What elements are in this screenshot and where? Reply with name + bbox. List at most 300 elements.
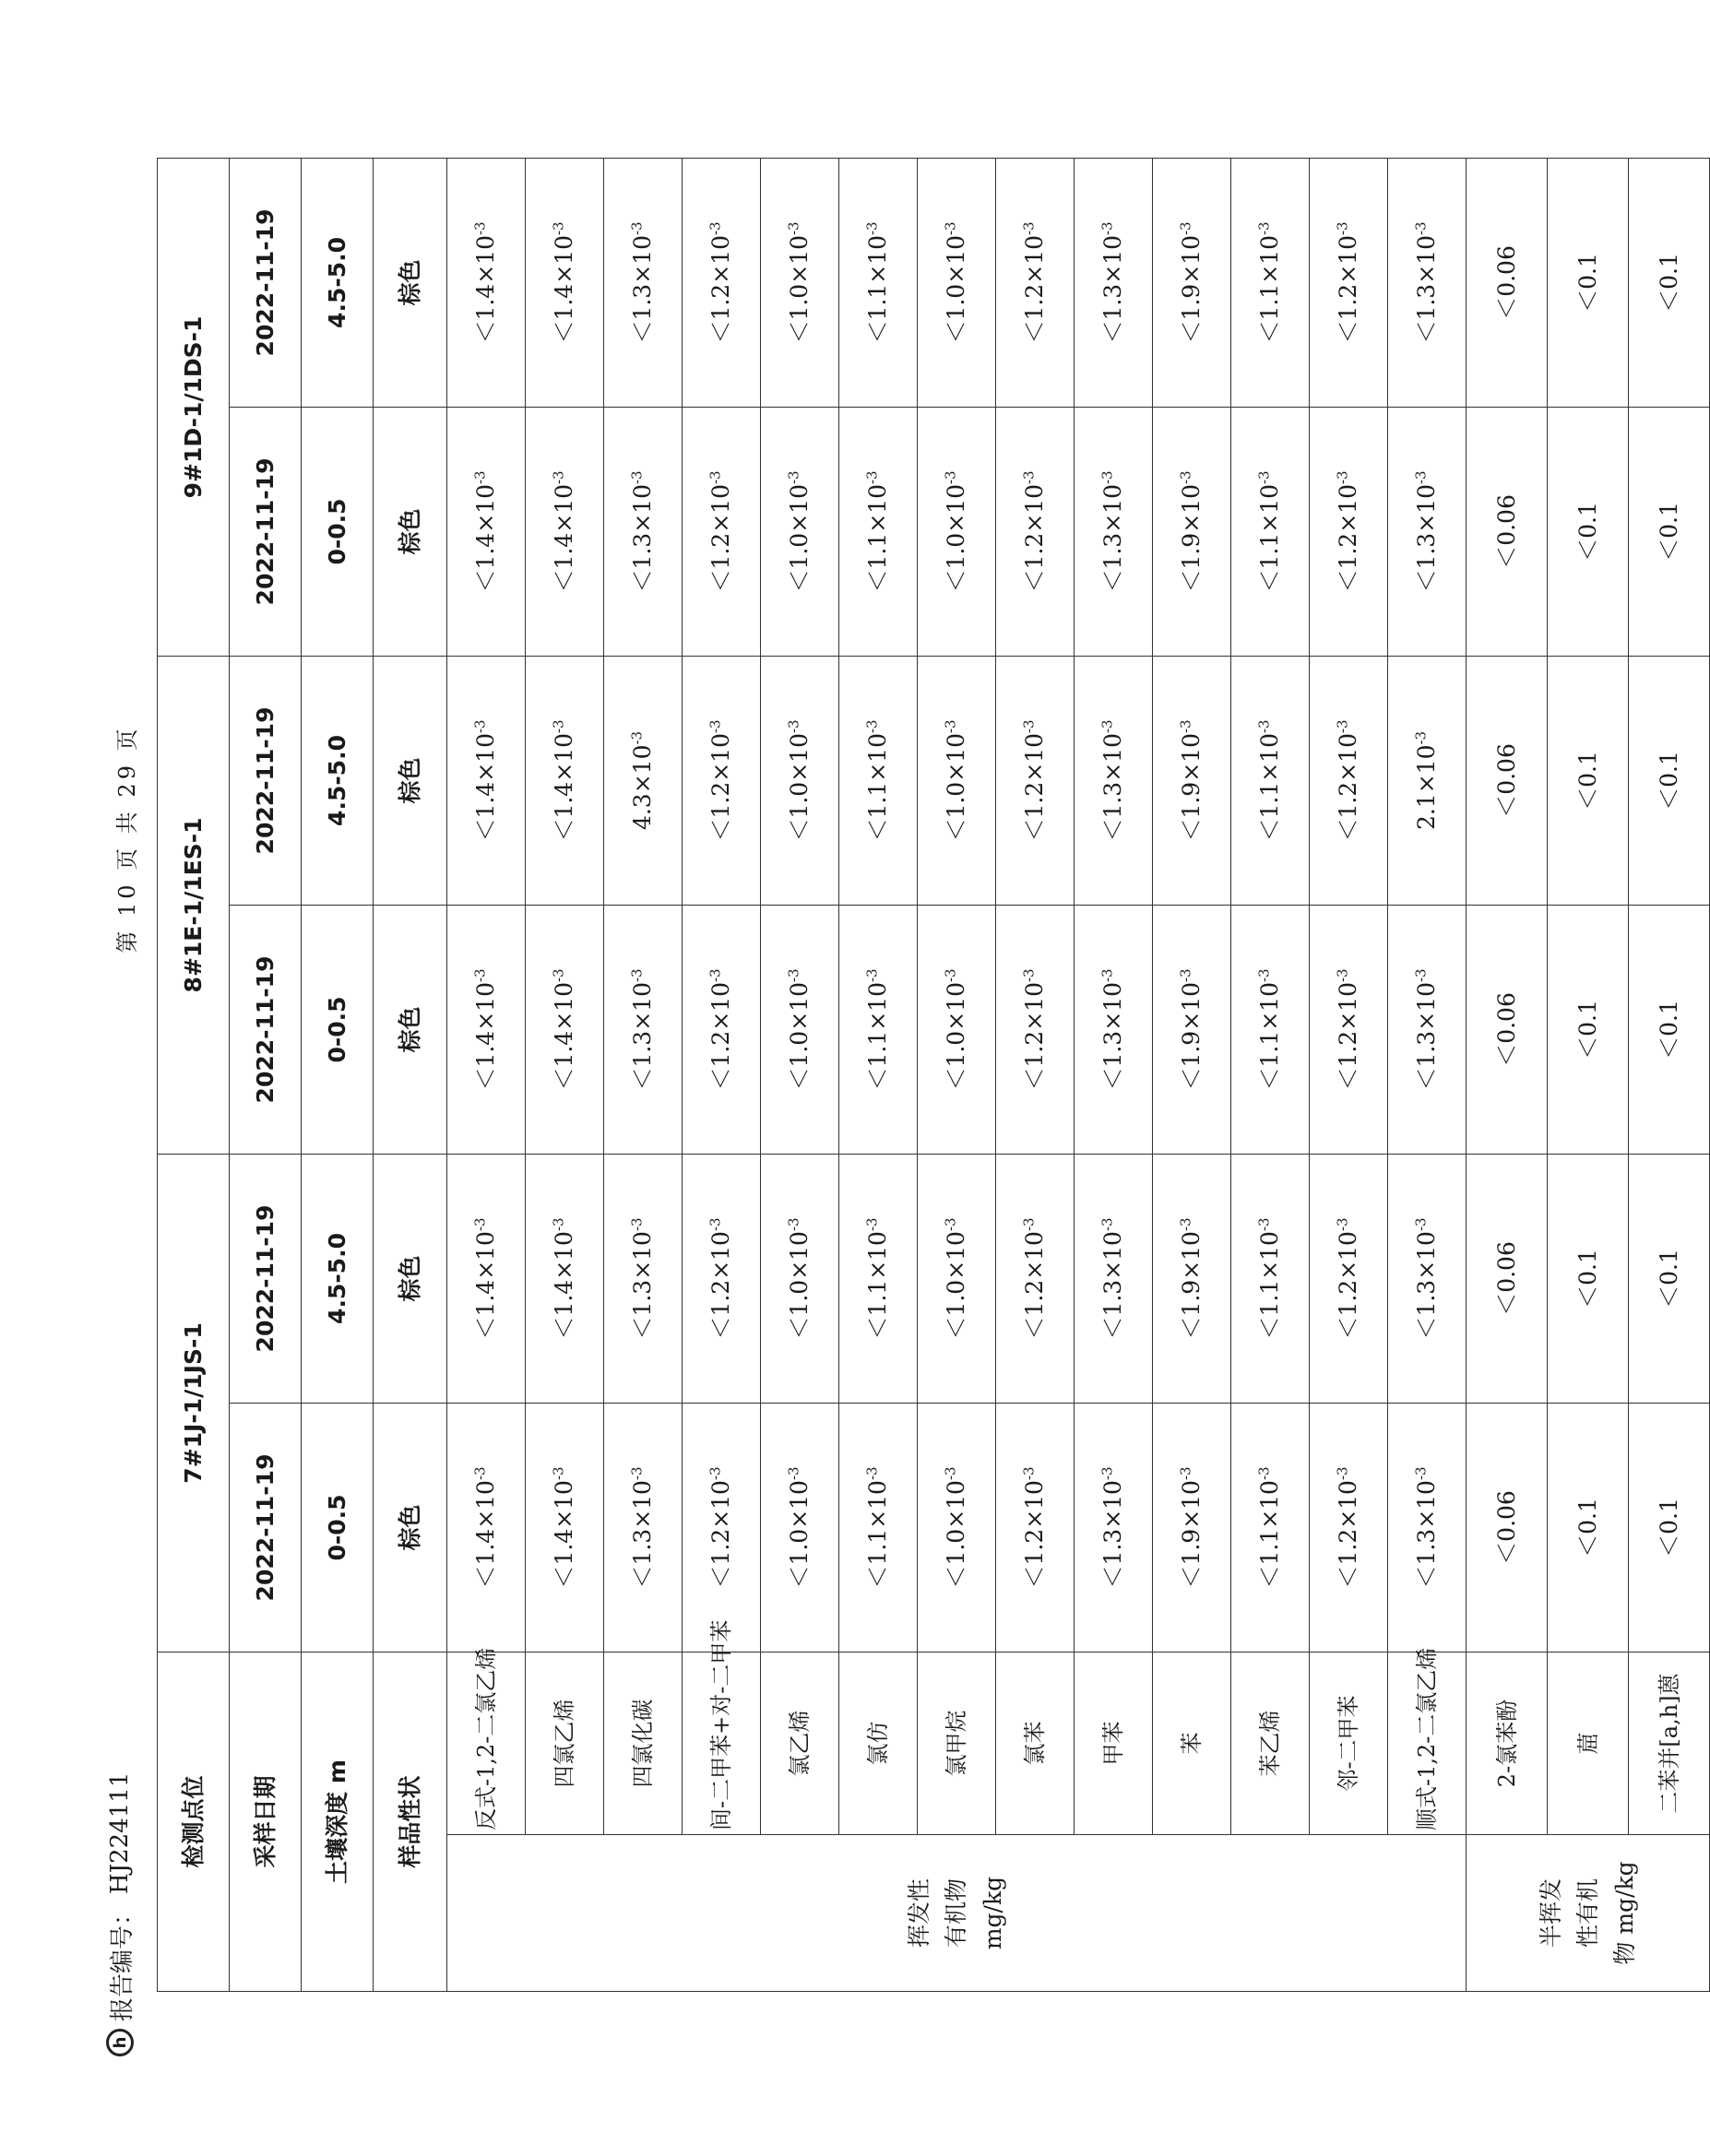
value-exponent: -3 bbox=[1099, 719, 1117, 734]
table-row bbox=[1467, 158, 1548, 1991]
value-exponent: -3 bbox=[629, 968, 647, 983]
value-cell bbox=[1231, 158, 1310, 407]
value-text: ＜1.9×10 bbox=[1178, 733, 1205, 842]
table-row bbox=[1388, 158, 1467, 1991]
value-text: ＜1.0×10 bbox=[943, 982, 970, 1091]
value-cell bbox=[1310, 905, 1388, 1154]
value-exponent: -3 bbox=[707, 470, 725, 485]
value-exponent: -3 bbox=[1021, 719, 1039, 734]
value-cell bbox=[1231, 1403, 1310, 1652]
value-cell bbox=[604, 407, 683, 656]
value-text: ＜1.3×10 bbox=[1099, 484, 1127, 593]
value-text: ＜1.0×10 bbox=[786, 235, 813, 344]
value-cell bbox=[918, 1154, 996, 1403]
nature-cell: 棕色 bbox=[374, 158, 447, 407]
value-exponent: -3 bbox=[864, 470, 882, 485]
depth-label: 土壤深度 m bbox=[302, 1652, 374, 1991]
value-text: ＜0.1 bbox=[1573, 502, 1601, 562]
value-cell bbox=[918, 656, 996, 905]
value-text: ＜1.0×10 bbox=[786, 982, 813, 1091]
date-cell: 2022-11-19 bbox=[230, 407, 302, 656]
value-cell bbox=[1467, 1403, 1548, 1652]
value-text: ＜1.1×10 bbox=[1256, 1480, 1284, 1589]
value-text: ＜1.0×10 bbox=[943, 235, 970, 344]
value-exponent: -3 bbox=[1413, 1217, 1431, 1232]
value-cell bbox=[1075, 158, 1153, 407]
value-exponent: -3 bbox=[786, 968, 803, 983]
value-exponent: -3 bbox=[551, 1217, 568, 1232]
table-row bbox=[1231, 158, 1310, 1991]
value-cell bbox=[1310, 158, 1388, 407]
pollutant-name: 顺式-1,2-二氯乙烯 bbox=[1388, 1652, 1467, 1834]
value-cell bbox=[1075, 656, 1153, 905]
value-exponent: -3 bbox=[943, 1217, 960, 1232]
value-text: ＜1.2×10 bbox=[1021, 982, 1049, 1091]
value-text: ＜1.4×10 bbox=[551, 484, 578, 593]
value-cell bbox=[996, 656, 1075, 905]
value-text: ＜0.1 bbox=[1655, 1249, 1682, 1309]
value-text: ＜0.1 bbox=[1573, 1498, 1601, 1558]
value-text: ＜1.2×10 bbox=[1335, 235, 1362, 344]
results-table-body bbox=[158, 158, 1710, 1991]
value-exponent: -3 bbox=[472, 221, 490, 236]
value-cell bbox=[1629, 407, 1710, 656]
value-exponent: -3 bbox=[1335, 1466, 1352, 1481]
point-header: 7#1J-1/1JS-1 bbox=[158, 1154, 230, 1652]
value-cell bbox=[996, 1154, 1075, 1403]
company-logo-icon: h bbox=[106, 2029, 134, 2056]
table-row bbox=[1153, 158, 1231, 1991]
value-cell bbox=[761, 1154, 839, 1403]
value-exponent: -3 bbox=[786, 1466, 803, 1481]
value-exponent: -3 bbox=[864, 1466, 882, 1481]
value-cell bbox=[1153, 1403, 1231, 1652]
value-cell bbox=[1075, 905, 1153, 1154]
value-exponent: -3 bbox=[551, 968, 568, 983]
value-text: ＜0.1 bbox=[1655, 1498, 1682, 1558]
value-text: ＜1.2×10 bbox=[1021, 1231, 1049, 1340]
point-header: 8#1E-1/1ES-1 bbox=[158, 656, 230, 1154]
value-exponent: -3 bbox=[943, 968, 960, 983]
pollutant-name: 邻-二甲苯 bbox=[1310, 1652, 1388, 1834]
value-exponent: -3 bbox=[943, 1466, 960, 1481]
value-cell bbox=[1629, 656, 1710, 905]
value-text: ＜1.3×10 bbox=[1099, 1480, 1127, 1589]
date-cell: 2022-11-19 bbox=[230, 656, 302, 905]
value-exponent: -3 bbox=[629, 470, 647, 485]
depth-cell: 4.5-5.0 bbox=[302, 1154, 374, 1403]
value-exponent: -3 bbox=[551, 221, 568, 236]
value-text: ＜1.2×10 bbox=[1335, 733, 1362, 842]
value-cell bbox=[918, 158, 996, 407]
value-exponent: -3 bbox=[786, 221, 803, 236]
value-exponent: -3 bbox=[1178, 1466, 1195, 1481]
value-cell bbox=[918, 407, 996, 656]
value-cell bbox=[1388, 905, 1467, 1154]
value-exponent: -3 bbox=[551, 719, 568, 734]
value-cell bbox=[447, 1154, 526, 1403]
value-exponent: -3 bbox=[1021, 470, 1039, 485]
value-text: ＜0.06 bbox=[1492, 1490, 1520, 1565]
value-cell bbox=[1548, 905, 1629, 1154]
value-text: ＜1.2×10 bbox=[707, 484, 735, 593]
value-text: ＜1.0×10 bbox=[786, 1231, 813, 1340]
svoc-category-label bbox=[1467, 1835, 1710, 1992]
value-exponent: -3 bbox=[786, 719, 803, 734]
value-exponent: -3 bbox=[1021, 1466, 1039, 1481]
pollutant-name: 䓛 bbox=[1548, 1652, 1629, 1834]
pollutant-name: 苯 bbox=[1153, 1652, 1231, 1834]
value-cell bbox=[526, 905, 604, 1154]
date-cell: 2022-11-19 bbox=[230, 905, 302, 1154]
value-cell bbox=[1310, 656, 1388, 905]
value-text: ＜1.9×10 bbox=[1178, 484, 1205, 593]
value-cell bbox=[604, 1403, 683, 1652]
depth-cell: 4.5-5.0 bbox=[302, 158, 374, 407]
value-cell bbox=[839, 158, 918, 407]
pollutant-name: 间-二甲苯+对-二甲苯 bbox=[683, 1652, 761, 1834]
nature-cell: 棕色 bbox=[374, 905, 447, 1154]
table-row bbox=[1548, 158, 1629, 1991]
report-number: HJ224111 bbox=[106, 1771, 134, 1894]
value-text: ＜1.4×10 bbox=[472, 982, 500, 1091]
value-exponent: -3 bbox=[864, 719, 882, 734]
value-cell bbox=[761, 656, 839, 905]
nature-cell: 棕色 bbox=[374, 1154, 447, 1403]
value-text: ＜1.4×10 bbox=[472, 1480, 500, 1589]
pollutant-name: 氯甲烷 bbox=[918, 1652, 996, 1834]
value-cell bbox=[447, 407, 526, 656]
value-text: ＜1.2×10 bbox=[1335, 1480, 1362, 1589]
value-cell bbox=[1231, 1154, 1310, 1403]
value-cell bbox=[1153, 158, 1231, 407]
value-text: ＜1.3×10 bbox=[629, 235, 657, 344]
table-row bbox=[447, 158, 526, 1991]
value-cell bbox=[1548, 158, 1629, 407]
value-exponent: -3 bbox=[707, 1217, 725, 1232]
value-exponent: -3 bbox=[864, 968, 882, 983]
depth-cell: 0-0.5 bbox=[302, 407, 374, 656]
value-exponent: -3 bbox=[1178, 968, 1195, 983]
value-text: ＜1.3×10 bbox=[629, 1480, 657, 1589]
value-text: ＜1.2×10 bbox=[1021, 1480, 1049, 1589]
results-table bbox=[157, 158, 1710, 1992]
pollutant-name: 氯乙烯 bbox=[761, 1652, 839, 1834]
value-exponent: -3 bbox=[1335, 470, 1352, 485]
value-cell bbox=[1231, 407, 1310, 656]
value-exponent: -3 bbox=[472, 470, 490, 485]
value-cell bbox=[1310, 407, 1388, 656]
value-cell bbox=[447, 158, 526, 407]
value-cell bbox=[1548, 1403, 1629, 1652]
value-text: ＜1.2×10 bbox=[1335, 1231, 1362, 1340]
value-text: ＜0.06 bbox=[1492, 743, 1520, 818]
value-exponent: -3 bbox=[864, 221, 882, 236]
value-cell bbox=[1153, 407, 1231, 656]
table-row bbox=[1310, 158, 1388, 1991]
value-text: ＜1.2×10 bbox=[1021, 235, 1049, 344]
table-row bbox=[1629, 158, 1710, 1991]
value-cell bbox=[1548, 407, 1629, 656]
value-cell bbox=[1467, 158, 1548, 407]
category-line: 有机物 bbox=[943, 1878, 969, 1949]
value-text: ＜1.4×10 bbox=[472, 733, 500, 842]
value-cell bbox=[447, 656, 526, 905]
value-cell bbox=[918, 905, 996, 1154]
pollutant-name: 四氯乙烯 bbox=[526, 1652, 604, 1834]
value-text: ＜1.0×10 bbox=[943, 1480, 970, 1589]
value-text: ＜1.4×10 bbox=[551, 1231, 578, 1340]
value-exponent: -3 bbox=[1021, 1217, 1039, 1232]
value-exponent: -3 bbox=[1256, 221, 1274, 236]
table-row bbox=[1075, 158, 1153, 1991]
value-exponent: -3 bbox=[1256, 470, 1274, 485]
value-text: ＜0.1 bbox=[1655, 253, 1682, 313]
page-number: 第 10 页 共 29 页 bbox=[114, 725, 140, 954]
value-exponent: -3 bbox=[629, 221, 647, 236]
value-text: ＜0.1 bbox=[1573, 1000, 1601, 1060]
value-text: ＜1.3×10 bbox=[1413, 484, 1441, 593]
value-text: ＜1.1×10 bbox=[864, 484, 892, 593]
value-exponent: -3 bbox=[786, 1217, 803, 1232]
category-line: mg/kg bbox=[980, 1876, 1006, 1950]
value-text: ＜0.06 bbox=[1492, 992, 1520, 1067]
value-text: ＜1.0×10 bbox=[943, 733, 970, 842]
value-text: ＜0.06 bbox=[1492, 1241, 1520, 1316]
value-exponent: -3 bbox=[707, 719, 725, 734]
value-cell bbox=[1388, 407, 1467, 656]
value-exponent: -3 bbox=[1413, 221, 1431, 236]
value-text: 2.1×10 bbox=[1413, 744, 1441, 831]
table-row bbox=[918, 158, 996, 1991]
header-row-depth bbox=[302, 158, 374, 1991]
value-exponent: -3 bbox=[551, 470, 568, 485]
value-text: ＜1.9×10 bbox=[1178, 235, 1205, 344]
value-cell bbox=[1075, 1403, 1153, 1652]
value-exponent: -3 bbox=[1256, 1217, 1274, 1232]
value-text: ＜1.2×10 bbox=[707, 1231, 735, 1340]
value-cell bbox=[683, 905, 761, 1154]
value-cell bbox=[1388, 158, 1467, 407]
value-text: ＜1.1×10 bbox=[864, 235, 892, 344]
value-text: ＜1.0×10 bbox=[786, 484, 813, 593]
value-text: ＜0.1 bbox=[1655, 1000, 1682, 1060]
value-text: ＜1.1×10 bbox=[864, 982, 892, 1091]
value-cell bbox=[1629, 1154, 1710, 1403]
value-exponent: -3 bbox=[1413, 730, 1431, 745]
value-cell bbox=[1388, 1154, 1467, 1403]
value-text: ＜1.2×10 bbox=[707, 1480, 735, 1589]
value-exponent: -3 bbox=[943, 719, 960, 734]
value-exponent: -3 bbox=[629, 1217, 647, 1232]
category-line: 挥发性 bbox=[906, 1878, 932, 1949]
value-text: ＜1.3×10 bbox=[1413, 982, 1441, 1091]
value-exponent: -3 bbox=[1178, 719, 1195, 734]
value-exponent: -3 bbox=[1021, 968, 1039, 983]
value-cell bbox=[1231, 905, 1310, 1154]
value-text: ＜1.9×10 bbox=[1178, 1231, 1205, 1340]
value-text: ＜1.3×10 bbox=[1413, 1480, 1441, 1589]
value-cell bbox=[604, 1154, 683, 1403]
value-cell bbox=[761, 905, 839, 1154]
value-text: ＜1.1×10 bbox=[1256, 733, 1284, 842]
value-cell bbox=[761, 407, 839, 656]
report-number-label: 报告编号： bbox=[108, 1901, 137, 2021]
value-text: ＜1.9×10 bbox=[1178, 1480, 1205, 1589]
value-text: ＜1.3×10 bbox=[1099, 733, 1127, 842]
value-cell bbox=[683, 656, 761, 905]
table-row bbox=[761, 158, 839, 1991]
value-text: ＜1.2×10 bbox=[1335, 982, 1362, 1091]
value-cell bbox=[604, 905, 683, 1154]
value-cell bbox=[761, 1403, 839, 1652]
nature-cell: 棕色 bbox=[374, 656, 447, 905]
value-cell bbox=[1629, 905, 1710, 1154]
value-cell bbox=[1467, 1154, 1548, 1403]
value-cell bbox=[1629, 158, 1710, 407]
value-cell bbox=[1467, 656, 1548, 905]
category-line: 性有机 bbox=[1573, 1878, 1601, 1949]
value-text: ＜1.1×10 bbox=[1256, 982, 1284, 1091]
value-cell bbox=[839, 656, 918, 905]
report-header bbox=[92, 1688, 148, 2056]
value-text: ＜1.9×10 bbox=[1178, 982, 1205, 1091]
value-cell bbox=[1467, 905, 1548, 1154]
value-exponent: -3 bbox=[1099, 221, 1117, 236]
pollutant-name: 四氯化碳 bbox=[604, 1652, 683, 1834]
value-text: 4.3×10 bbox=[629, 744, 657, 831]
value-cell bbox=[604, 158, 683, 407]
value-cell bbox=[526, 158, 604, 407]
value-text: ＜1.2×10 bbox=[1335, 484, 1362, 593]
value-text: ＜0.1 bbox=[1573, 253, 1601, 313]
value-cell bbox=[1075, 407, 1153, 656]
value-exponent: -3 bbox=[1413, 1466, 1431, 1481]
value-text: ＜1.0×10 bbox=[943, 484, 970, 593]
value-exponent: -3 bbox=[1335, 221, 1352, 236]
value-cell bbox=[526, 1403, 604, 1652]
value-cell bbox=[1629, 1403, 1710, 1652]
value-text: ＜1.4×10 bbox=[551, 235, 578, 344]
value-exponent: -3 bbox=[943, 470, 960, 485]
value-text: ＜1.2×10 bbox=[707, 733, 735, 842]
value-text: ＜1.2×10 bbox=[1021, 484, 1049, 593]
value-cell bbox=[1075, 1154, 1153, 1403]
value-cell bbox=[447, 1403, 526, 1652]
value-cell bbox=[526, 656, 604, 905]
value-exponent: -3 bbox=[1413, 470, 1431, 485]
value-cell bbox=[1467, 407, 1548, 656]
nature-cell: 棕色 bbox=[374, 1403, 447, 1652]
value-exponent: -3 bbox=[1256, 719, 1274, 734]
value-exponent: -3 bbox=[1178, 221, 1195, 236]
value-text: ＜0.06 bbox=[1492, 245, 1520, 320]
value-exponent: -3 bbox=[1335, 968, 1352, 983]
value-text: ＜0.1 bbox=[1573, 751, 1601, 811]
value-exponent: -3 bbox=[943, 221, 960, 236]
date-cell: 2022-11-19 bbox=[230, 1154, 302, 1403]
value-text: ＜1.1×10 bbox=[864, 733, 892, 842]
value-exponent: -3 bbox=[472, 1217, 490, 1232]
value-cell bbox=[1310, 1154, 1388, 1403]
value-exponent: -3 bbox=[1256, 1466, 1274, 1481]
value-exponent: -3 bbox=[1099, 1466, 1117, 1481]
value-exponent: -3 bbox=[551, 1466, 568, 1481]
value-exponent: -3 bbox=[472, 1466, 490, 1481]
value-cell bbox=[1153, 1154, 1231, 1403]
value-text: ＜1.1×10 bbox=[864, 1480, 892, 1589]
value-text: ＜1.3×10 bbox=[1413, 235, 1441, 344]
point-label: 检测点位 bbox=[158, 1652, 230, 1991]
value-text: ＜0.1 bbox=[1655, 502, 1682, 562]
value-text: ＜1.3×10 bbox=[1413, 1231, 1441, 1340]
value-text: ＜1.3×10 bbox=[629, 1231, 657, 1340]
date-label: 采样日期 bbox=[230, 1652, 302, 1991]
value-text: ＜1.1×10 bbox=[1256, 484, 1284, 593]
value-exponent: -3 bbox=[1256, 968, 1274, 983]
value-cell bbox=[526, 407, 604, 656]
table-row bbox=[526, 158, 604, 1991]
value-exponent: -3 bbox=[629, 730, 647, 745]
value-exponent: -3 bbox=[1178, 1217, 1195, 1232]
value-cell bbox=[918, 1403, 996, 1652]
value-cell bbox=[996, 158, 1075, 407]
value-text: ＜1.1×10 bbox=[1256, 235, 1284, 344]
value-exponent: -3 bbox=[472, 968, 490, 983]
value-exponent: -3 bbox=[1099, 1217, 1117, 1232]
value-exponent: -3 bbox=[1335, 719, 1352, 734]
value-cell bbox=[1388, 656, 1467, 905]
value-text: ＜1.2×10 bbox=[707, 235, 735, 344]
value-cell bbox=[447, 905, 526, 1154]
value-cell bbox=[1388, 1403, 1467, 1652]
value-text: ＜1.0×10 bbox=[786, 1480, 813, 1589]
value-cell bbox=[683, 1154, 761, 1403]
value-exponent: -3 bbox=[1413, 968, 1431, 983]
value-cell bbox=[683, 407, 761, 656]
value-text: ＜1.3×10 bbox=[629, 484, 657, 593]
date-cell: 2022-11-19 bbox=[230, 1403, 302, 1652]
value-text: ＜1.3×10 bbox=[629, 982, 657, 1091]
value-cell bbox=[1310, 1403, 1388, 1652]
value-exponent: -3 bbox=[629, 1466, 647, 1481]
value-text: ＜1.3×10 bbox=[1099, 1231, 1127, 1340]
value-text: ＜1.4×10 bbox=[551, 733, 578, 842]
voc-category-label bbox=[447, 1835, 1467, 1992]
nature-cell: 棕色 bbox=[374, 407, 447, 656]
value-text: ＜1.0×10 bbox=[943, 1231, 970, 1340]
date-cell: 2022-11-19 bbox=[230, 158, 302, 407]
value-text: ＜1.4×10 bbox=[551, 1480, 578, 1589]
value-cell bbox=[1548, 656, 1629, 905]
value-cell bbox=[839, 1154, 918, 1403]
pollutant-name: 氯仿 bbox=[839, 1652, 918, 1834]
value-cell bbox=[1231, 656, 1310, 905]
pollutant-name: 甲苯 bbox=[1075, 1652, 1153, 1834]
value-exponent: -3 bbox=[1335, 1217, 1352, 1232]
table-row bbox=[996, 158, 1075, 1991]
value-exponent: -3 bbox=[786, 470, 803, 485]
value-cell bbox=[683, 1403, 761, 1652]
value-exponent: -3 bbox=[707, 221, 725, 236]
category-line: 半挥发 bbox=[1537, 1878, 1564, 1949]
table-row bbox=[683, 158, 761, 1991]
value-cell bbox=[839, 407, 918, 656]
value-cell bbox=[996, 407, 1075, 656]
value-exponent: -3 bbox=[1099, 968, 1117, 983]
value-text: ＜1.4×10 bbox=[472, 235, 500, 344]
value-text: ＜1.3×10 bbox=[1099, 235, 1127, 344]
